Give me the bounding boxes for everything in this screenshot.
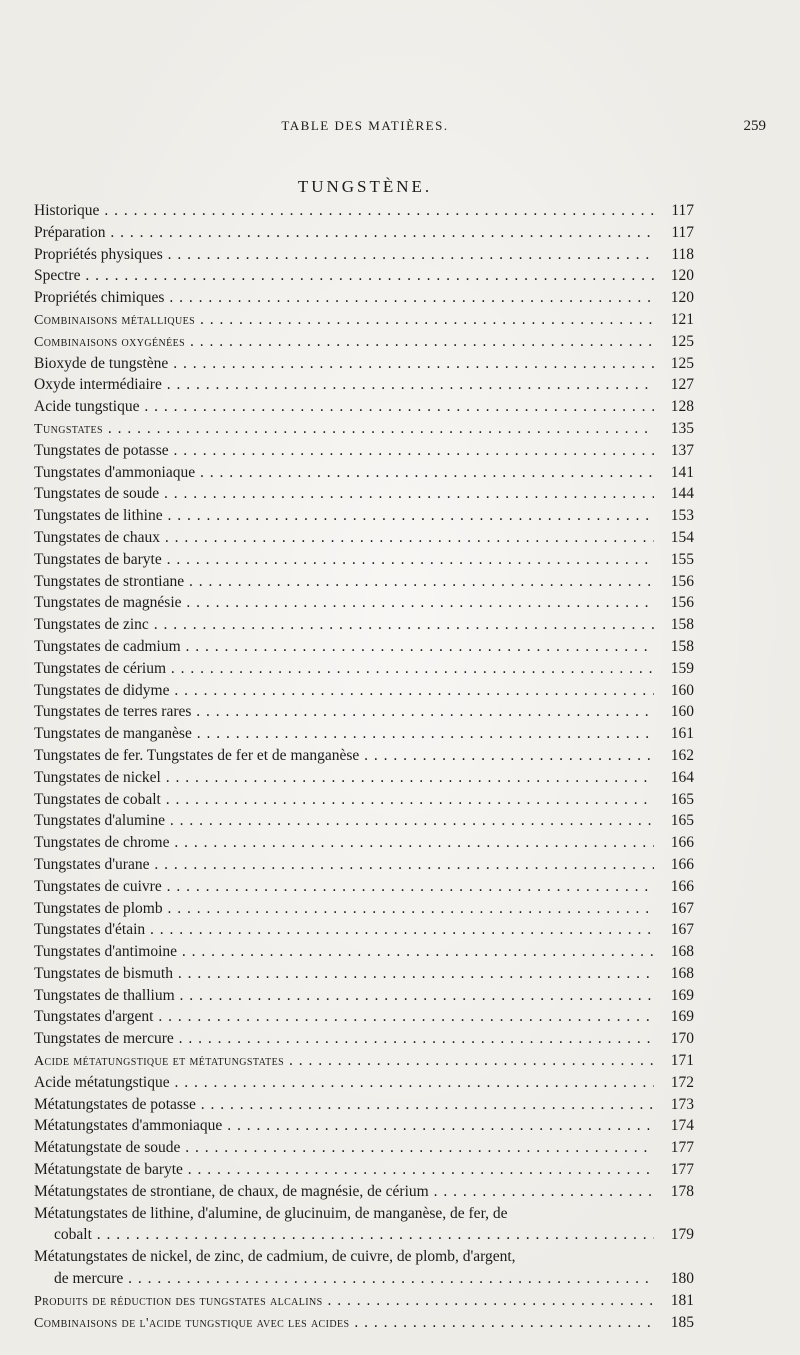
- toc-entry-page: 181: [670, 1291, 694, 1309]
- toc-entry-page: 118: [671, 245, 694, 263]
- toc-entry-page: 177: [670, 1161, 694, 1179]
- toc-entry: [34, 1246, 694, 1268]
- toc-entry: [34, 1224, 694, 1246]
- toc-entry-page: 159: [670, 659, 694, 677]
- toc-entry: [34, 810, 694, 832]
- toc-entry-title: Tungstates de terres rares: [34, 703, 192, 721]
- page-number: 259: [743, 118, 766, 134]
- toc-entry-title: Métatungstates d'ammoniaque: [34, 1117, 223, 1135]
- toc-entry-title: Métatungstates de potasse: [34, 1095, 196, 1113]
- toc-entry-leader: [34, 723, 654, 745]
- toc-entry-title: Tungstates de baryte: [34, 550, 162, 568]
- toc-entry-title: Propriétés physiques: [34, 245, 163, 263]
- toc-entry-title: Tungstates de plomb: [34, 899, 163, 917]
- toc-entry: [34, 832, 694, 854]
- toc-entry-title: Combinaisons de l'acide tungstique avec les acides: [34, 1315, 350, 1331]
- toc-entry-page: 155: [670, 550, 694, 568]
- toc-entry: [34, 505, 694, 527]
- toc-entry-title: cobalt: [54, 1226, 92, 1244]
- toc-entry-page: 177: [670, 1139, 694, 1157]
- toc-entry-page: 158: [670, 637, 694, 655]
- toc-entry-page: 174: [670, 1117, 694, 1135]
- toc-entry-page: 169: [670, 1008, 694, 1026]
- toc-entry-leader: [34, 941, 654, 963]
- toc-entry-leader: [34, 396, 654, 418]
- toc-entry-leader: [34, 200, 654, 222]
- toc-entry: [34, 396, 694, 418]
- toc-entry-leader: [54, 1268, 654, 1290]
- toc-entry-title: Préparation: [34, 223, 106, 241]
- toc-entry-leader: [34, 374, 654, 396]
- toc-entry-leader: [34, 1115, 654, 1137]
- toc-entry: [34, 1312, 694, 1334]
- toc-entry-page: 168: [670, 964, 694, 982]
- toc-entry-page: 156: [670, 572, 694, 590]
- toc-entry-page: 167: [670, 921, 694, 939]
- toc-entry-page: 120: [670, 267, 694, 285]
- toc-entry-title: Propriétés chimiques: [34, 289, 165, 307]
- toc-entry: [34, 353, 694, 375]
- toc-entry-leader: [34, 331, 654, 354]
- toc-entry: [34, 680, 694, 702]
- toc-entry-leader: [34, 701, 654, 723]
- toc-entry-leader: [34, 1203, 654, 1225]
- toc-entry-page: 135: [670, 419, 694, 437]
- toc-entry: [34, 418, 694, 440]
- toc-entry-page: 179: [670, 1226, 694, 1244]
- toc-entry-page: 166: [670, 834, 694, 852]
- toc-entry: [34, 374, 694, 396]
- toc-entry: [34, 1203, 694, 1225]
- toc-entry: [34, 919, 694, 941]
- toc-entry-leader: [34, 789, 654, 811]
- toc-entry-title: Tungstates de thallium: [34, 986, 175, 1004]
- toc-entry-page: 128: [670, 398, 694, 416]
- toc-entry-title: Tungstates d'urane: [34, 855, 150, 873]
- toc-entry-title: Tungstates de zinc: [34, 616, 149, 634]
- toc-entry: [34, 483, 694, 505]
- toc-entry: [34, 963, 694, 985]
- toc-entry: [34, 440, 694, 462]
- toc-entry-page: 168: [670, 943, 694, 961]
- toc-entry-title: Tungstates: [34, 421, 103, 437]
- toc-entry-page: 166: [670, 855, 694, 873]
- toc-entry-leader: [34, 614, 654, 636]
- toc-entry-page: 117: [671, 223, 694, 241]
- toc-entry-page: 117: [671, 202, 694, 219]
- toc-entry-leader: [34, 418, 654, 441]
- toc-entry-page: 170: [670, 1030, 694, 1048]
- toc-entry-page: 141: [670, 463, 694, 481]
- toc-entry-title: Tungstates d'argent: [34, 1008, 154, 1026]
- toc-entry: [34, 462, 694, 484]
- toc-entry-title: Tungstates de manganèse: [34, 725, 192, 743]
- toc-entry-leader: [34, 1094, 654, 1116]
- toc-entry: [34, 1006, 694, 1028]
- toc-entry: [34, 854, 694, 876]
- toc-entry-title: Tungstates de cérium: [34, 659, 167, 677]
- toc-entry-title: Tungstates d'ammoniaque: [34, 463, 196, 481]
- toc-entry-title: Tungstates d'alumine: [34, 812, 165, 830]
- toc-entry: [34, 222, 694, 244]
- toc-entry: [34, 549, 694, 571]
- toc-entry: [34, 876, 694, 898]
- toc-entry-title: Tungstates de cuivre: [34, 877, 162, 895]
- toc-entry: [34, 658, 694, 680]
- toc-entry-page: 153: [670, 507, 694, 525]
- toc-entry-title: Métatungstates de lithine, d'alumine, de glucinuim, de manganèse, de fer, de: [34, 1204, 508, 1222]
- toc-entry: [34, 614, 694, 636]
- toc-entry: [34, 941, 694, 963]
- toc-entry: [34, 1159, 694, 1181]
- toc-entry-title: Produits de réduction des tungstates alcalins: [34, 1293, 323, 1309]
- toc-entry-leader: [34, 1137, 654, 1159]
- toc-entry: [34, 1028, 694, 1050]
- table-of-contents: [34, 200, 694, 1333]
- toc-entry-title: Combinaisons oxygénées: [34, 334, 186, 350]
- toc-entry-title: Tungstates de cadmium: [34, 637, 181, 655]
- toc-entry-title: Tungstates de cobalt: [34, 790, 161, 808]
- toc-entry-leader: [34, 658, 654, 680]
- toc-entry-page: 165: [670, 812, 694, 830]
- toc-entry-leader: [34, 309, 654, 332]
- toc-entry-title: Tungstates de didyme: [34, 681, 170, 699]
- toc-entry-leader: [34, 287, 654, 309]
- toc-entry-page: 167: [670, 899, 694, 917]
- toc-entry-title: Bioxyde de tungstène: [34, 354, 169, 372]
- toc-entry-leader: [34, 745, 654, 767]
- toc-entry-page: 144: [670, 485, 694, 503]
- toc-entry-title: Tungstates de magnésie: [34, 594, 182, 612]
- toc-entry-title: Tungstates de strontiane: [34, 572, 185, 590]
- toc-entry: [34, 1268, 694, 1290]
- toc-entry: [34, 898, 694, 920]
- toc-entry-page: 125: [670, 354, 694, 372]
- toc-entry-leader: [34, 353, 654, 375]
- toc-entry-leader: [34, 440, 654, 462]
- toc-entry-leader: [34, 1246, 654, 1268]
- toc-entry-page: 160: [670, 681, 694, 699]
- toc-entry-leader: [34, 1312, 654, 1335]
- toc-entry-title: Historique: [34, 202, 100, 219]
- toc-entry-leader: [34, 854, 654, 876]
- toc-entry-leader: [34, 244, 654, 266]
- toc-entry-leader: [34, 1290, 654, 1313]
- toc-entry-leader: [34, 1181, 654, 1203]
- toc-entry-leader: [34, 462, 654, 484]
- toc-entry: [34, 200, 694, 222]
- toc-entry: [34, 1072, 694, 1094]
- toc-entry-page: 164: [670, 768, 694, 786]
- toc-entry-leader: [34, 571, 654, 593]
- toc-entry-leader: [34, 527, 654, 549]
- toc-entry: [34, 244, 694, 266]
- toc-entry: [34, 1094, 694, 1116]
- toc-entry: [34, 767, 694, 789]
- toc-entry-leader: [34, 549, 654, 571]
- toc-entry-leader: [34, 919, 654, 941]
- toc-entry-leader: [34, 985, 654, 1007]
- toc-entry: [34, 527, 694, 549]
- toc-entry: [34, 287, 694, 309]
- toc-entry-title: Acide métatungstique: [34, 1073, 170, 1091]
- section-title: TUNGSTÈNE.: [297, 177, 433, 196]
- toc-entry-title: de mercure: [54, 1270, 124, 1288]
- toc-entry-title: Acide métatungstique et métatungstates: [34, 1054, 285, 1070]
- toc-entry-title: Tungstates de nickel: [34, 768, 161, 786]
- toc-entry-title: Tungstates d'antimoine: [34, 943, 178, 961]
- toc-entry-leader: [34, 1028, 654, 1050]
- toc-entry-title: Métatungstates de strontiane, de chaux, de magnésie, de cérium: [34, 1182, 429, 1200]
- toc-entry-page: 127: [670, 376, 694, 394]
- toc-entry: [34, 592, 694, 614]
- toc-entry-page: 185: [670, 1313, 694, 1331]
- toc-entry-title: Métatungstate de soude: [34, 1139, 181, 1157]
- toc-entry: [34, 1290, 694, 1312]
- toc-entry-leader: [34, 636, 654, 658]
- toc-entry-leader: [54, 1224, 654, 1246]
- toc-entry: [34, 985, 694, 1007]
- toc-entry-title: Tungstates de soude: [34, 485, 160, 503]
- toc-entry: [34, 1137, 694, 1159]
- toc-entry-page: 172: [670, 1073, 694, 1091]
- toc-entry-leader: [34, 963, 654, 985]
- toc-entry-leader: [34, 767, 654, 789]
- toc-entry-title: Combinaisons métalliques: [34, 312, 196, 328]
- toc-entry-page: 165: [670, 790, 694, 808]
- toc-entry-leader: [34, 483, 654, 505]
- toc-entry: [34, 265, 694, 287]
- toc-entry: [34, 309, 694, 331]
- toc-entry-leader: [34, 898, 654, 920]
- toc-entry-page: 161: [670, 725, 694, 743]
- toc-entry: [34, 571, 694, 593]
- toc-entry-leader: [34, 810, 654, 832]
- toc-entry: [34, 789, 694, 811]
- toc-entry-title: Tungstates de lithine: [34, 507, 163, 525]
- toc-entry-page: 180: [670, 1270, 694, 1288]
- toc-entry-page: 120: [670, 289, 694, 307]
- toc-entry-page: 158: [670, 616, 694, 634]
- toc-entry-leader: [34, 1072, 654, 1094]
- toc-entry-page: 154: [670, 528, 694, 546]
- toc-entry-page: 156: [670, 594, 694, 612]
- toc-entry-leader: [34, 265, 654, 287]
- toc-entry-page: 166: [670, 877, 694, 895]
- toc-entry-title: Tungstates de bismuth: [34, 964, 173, 982]
- toc-entry: [34, 723, 694, 745]
- toc-entry-title: Oxyde intermédiaire: [34, 376, 162, 394]
- toc-entry-leader: [34, 505, 654, 527]
- toc-entry-leader: [34, 592, 654, 614]
- toc-entry-page: 169: [670, 986, 694, 1004]
- toc-entry-leader: [34, 1159, 654, 1181]
- toc-entry: [34, 1115, 694, 1137]
- toc-entry: [34, 745, 694, 767]
- toc-entry-leader: [34, 876, 654, 898]
- toc-entry-title: Métatungstates de nickel, de zinc, de cadmium, de cuivre, de plomb, d'argent,: [34, 1248, 516, 1266]
- toc-entry-title: Tungstates de chrome: [34, 834, 170, 852]
- toc-entry-leader: [34, 832, 654, 854]
- toc-entry-page: 137: [670, 441, 694, 459]
- toc-entry-page: 171: [670, 1052, 694, 1070]
- toc-entry: [34, 1181, 694, 1203]
- running-title: TABLE DES MATIÈRES.: [281, 118, 449, 133]
- toc-entry-page: 173: [670, 1095, 694, 1113]
- toc-entry-page: 162: [670, 746, 694, 764]
- toc-entry-title: Tungstates de potasse: [34, 441, 169, 459]
- toc-entry-page: 121: [670, 310, 694, 328]
- toc-entry-page: 125: [670, 332, 694, 350]
- toc-entry: [34, 331, 694, 353]
- toc-entry-title: Spectre: [34, 267, 81, 285]
- toc-entry-page: 178: [670, 1182, 694, 1200]
- toc-entry-page: 160: [670, 703, 694, 721]
- toc-entry-title: Tungstates d'étain: [34, 921, 146, 939]
- toc-entry: [34, 701, 694, 723]
- toc-entry-leader: [34, 222, 654, 244]
- toc-entry-title: Tungstates de chaux: [34, 528, 160, 546]
- toc-entry-title: Métatungstate de baryte: [34, 1161, 183, 1179]
- toc-entry: [34, 1050, 694, 1072]
- toc-entry-leader: [34, 1050, 654, 1073]
- toc-entry-title: Tungstates de fer. Tungstates de fer et de manganèse: [34, 746, 360, 764]
- toc-entry-title: Acide tungstique: [34, 398, 140, 416]
- running-head: [0, 118, 800, 138]
- toc-entry-title: Tungstates de mercure: [34, 1030, 174, 1048]
- toc-entry-leader: [34, 1006, 654, 1028]
- toc-entry-leader: [34, 680, 654, 702]
- toc-entry: [34, 636, 694, 658]
